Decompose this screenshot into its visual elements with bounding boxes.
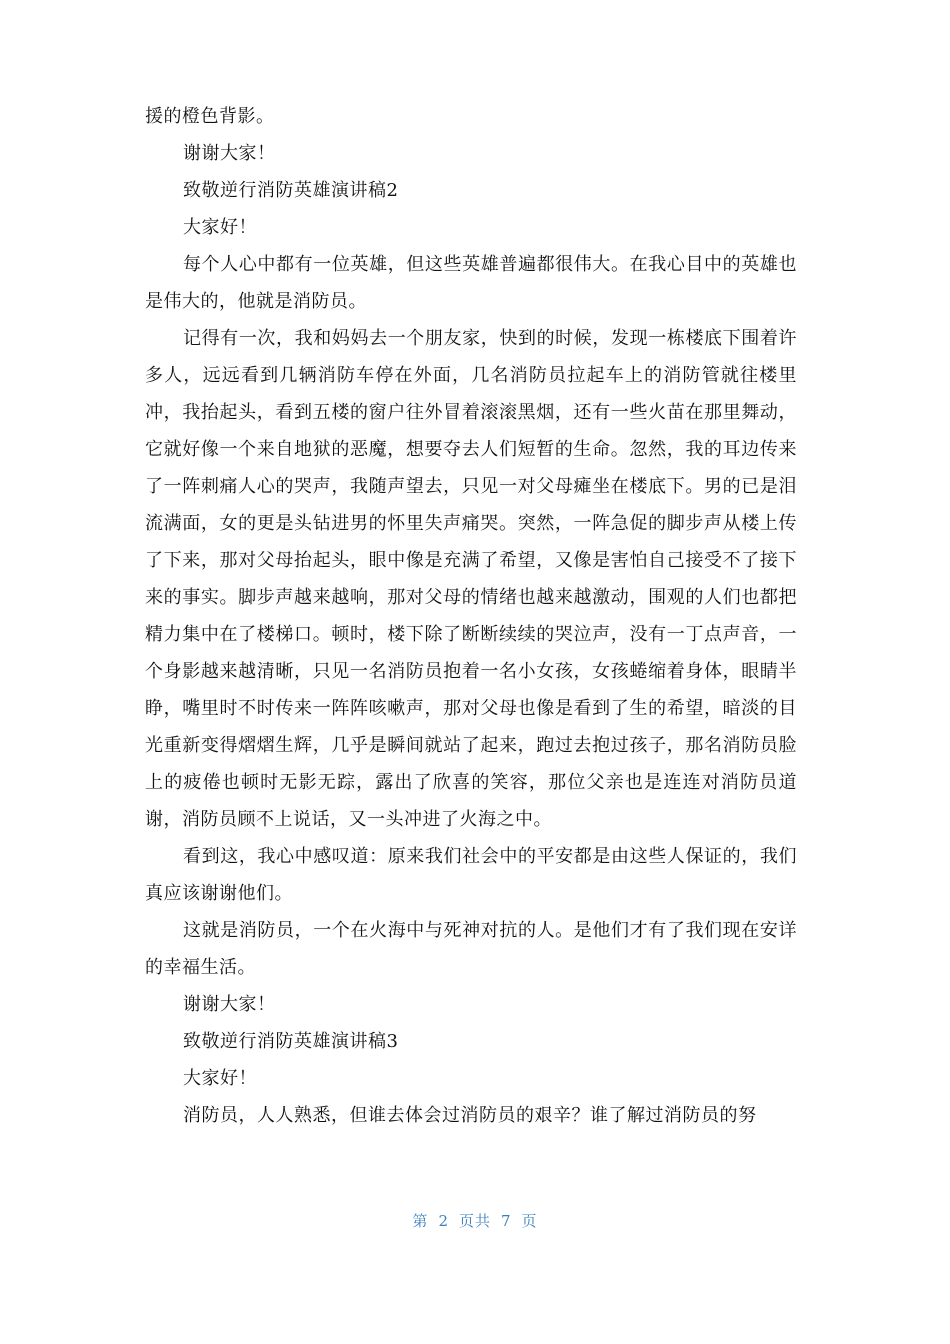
- paragraph-conclusion: 这就是消防员，一个在火海中与死神对抗的人。是他们才有了我们现在安详的幸福生活。: [145, 920, 797, 978]
- footer-total-pages: 7: [501, 1212, 512, 1230]
- paragraph-story: 记得有一次，我和妈妈去一个朋友家，快到的时候，发现一栋楼底下围着许多人，远远看到几辆消防车停在外面，几名消防员拉起车上的消防管就往楼里冲，我抬起头，看到五楼的窗户往外冒着滚滚黑烟，还有一些火苗在那里舞动，它就好像一个来自地狱的恶魔，想要夺去人们短暂的生命。忽然，我的耳边传来了一阵刺痛人心的哭声，我随声望去，只见一对父母瘫坐在楼底下。男的已是泪流满面，女的更是头钻进男的怀里失声痛哭。突然，一阵急促的脚步声从楼上传了下来，那对父母抬起头，眼中像是充满了希望，又像是害怕自己接受不了接下来的事实。脚步声越来越响，那对父母的情绪也越来越激动，围观的人们也都把精力集中在了楼梯口。顿时，楼下除了断断续续的哭泣声，没有一丁点声音，一个身影越来越清晰，只见一名消防员抱着一名小女孩，女孩蜷缩着身体，眼睛半睁，嘴里时不时传来一阵阵咳嗽声，那对父母也像是看到了生的希望，暗淡的目光重新变得熠熠生辉，几乎是瞬间就站了起来，跑过去抱过孩子，那名消防员脸上的疲倦也顿时无影无踪，露出了欣喜的笑容，那位父亲也是连连对消防员道谢，消防员顾不上说话，又一头冲进了火海之中。: [145, 328, 797, 830]
- speech-title-3: 致敬逆行消防英雄演讲稿3: [183, 1031, 399, 1052]
- paragraph-thanks: 谢谢大家！: [183, 143, 276, 164]
- paragraph-firefighter-intro: 消防员，人人熟悉，但谁去体会过消防员的艰辛？谁了解过消防员的努: [183, 1105, 757, 1126]
- footer-current-page: 2: [438, 1212, 449, 1230]
- speech-title-2: 致敬逆行消防英雄演讲稿2: [183, 180, 399, 201]
- footer-prefix: 第: [412, 1212, 429, 1230]
- footer-suffix: 页: [521, 1212, 538, 1230]
- paragraph-thanks: 谢谢大家！: [183, 994, 276, 1015]
- paragraph-hero-intro: 每个人心中都有一位英雄，但这些英雄普遍都很伟大。在我心目中的英雄也是伟大的，他就是消防员。: [145, 254, 797, 312]
- paragraph-greeting: 大家好！: [183, 217, 257, 238]
- document-body: [145, 98, 797, 1134]
- paragraph-reflection: 看到这，我心中感叹道：原来我们社会中的平安都是由这些人保证的，我们真应该谢谢他们。: [145, 846, 797, 904]
- footer-middle: 页共: [458, 1212, 491, 1230]
- page-footer: [0, 1210, 950, 1231]
- paragraph-continuation: 援的橙色背影。: [145, 106, 275, 127]
- paragraph-greeting: 大家好！: [183, 1068, 257, 1089]
